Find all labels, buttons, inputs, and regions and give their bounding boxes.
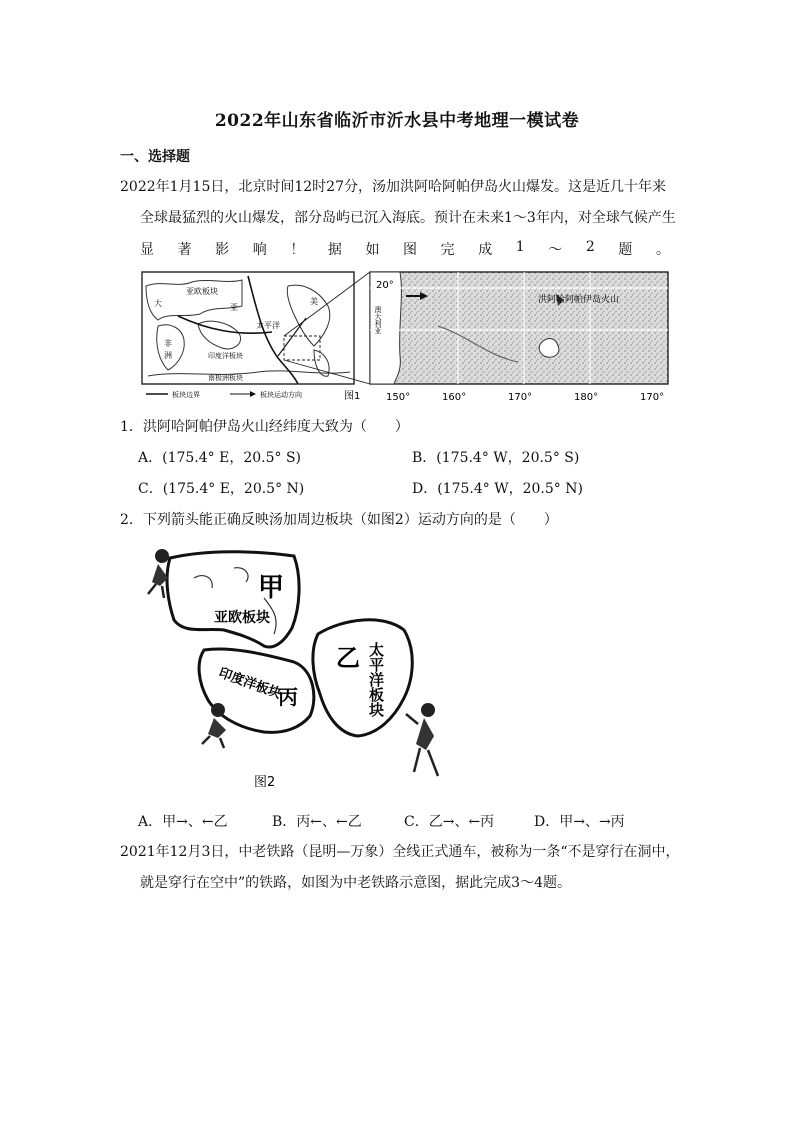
intro-char: 。 <box>655 242 670 258</box>
plate-jia-label: 甲 <box>258 573 285 603</box>
map-label: 洲 <box>164 351 172 360</box>
map-label: 大 <box>154 299 162 308</box>
map-label: 南极洲板块 <box>208 374 243 382</box>
world-plate-map <box>142 272 360 402</box>
intro-char: 影 <box>215 242 230 258</box>
lon-tick: 180° <box>574 392 599 403</box>
intro-char: 响 <box>252 242 267 258</box>
intro-char: ～ <box>548 242 563 258</box>
intro-char: 图 <box>403 242 418 258</box>
question-2-option-a[interactable]: A．甲→、←乙 <box>138 814 228 830</box>
intro-char: 如 <box>365 242 380 258</box>
intro-char: 成 <box>478 242 493 258</box>
map-label: 亚 <box>230 303 238 312</box>
lon-tick: 160° <box>442 392 467 403</box>
eurasian-plate-label: 亚欧板块 <box>214 610 270 626</box>
question-2-option-b[interactable]: B．丙←、←乙 <box>272 814 362 830</box>
figure-1-caption: 图1 <box>344 391 361 402</box>
question-2-stem: 2．下列箭头能正确反映汤加周边板块（如图2）运动方向的是（ ） <box>120 512 558 528</box>
intro-char: 著 <box>177 242 192 258</box>
question-2-option-d[interactable]: D．甲→、→丙 <box>534 814 625 830</box>
map-label: 亚欧板块 <box>186 287 218 296</box>
figure-2 <box>134 538 464 798</box>
latitude-label: 20° <box>376 280 394 291</box>
indian-plate-label: 印度洋板块 <box>216 665 283 702</box>
legend-boundary-label: 板块边界 <box>172 391 200 399</box>
intro-char: 显 <box>140 242 154 258</box>
map-label: 太平洋 <box>256 321 280 330</box>
legend-motion-label: 板块运动方向 <box>260 391 302 399</box>
map-label: 非 <box>164 339 172 348</box>
figure-1 <box>138 266 672 404</box>
intro-char: ！ <box>290 242 305 258</box>
figure-2-caption: 图2 <box>254 775 276 790</box>
lon-tick: 170° <box>640 392 665 403</box>
lon-tick: 170° <box>508 392 533 403</box>
intro-line-3 <box>140 239 670 259</box>
intro2-line-2: 就是穿行在空中”的铁路，如图为中老铁路示意图，据此完成3～4题。 <box>140 875 571 891</box>
page-title: 2022年山东省临沂市沂水县中考地理一模试卷 <box>214 111 580 131</box>
intro-char: 题 <box>618 242 633 258</box>
map-label: 印度洋板块 <box>208 352 243 360</box>
plate-yi-label: 乙 <box>336 644 360 672</box>
question-1-option-c[interactable]: C．(175.4° E，20.5° N) <box>138 481 305 497</box>
question-1-option-b[interactable]: B．(175.4° W，20.5° S) <box>412 450 580 466</box>
lon-tick: 150° <box>386 392 411 403</box>
pacific-plate-shape <box>313 620 412 736</box>
intro2-line-1: 2021年12月3日，中老铁路（昆明—万象）全线正式通车，被称为一条“不是穿行在洞中， <box>120 844 680 860</box>
person-icon <box>202 703 226 748</box>
map-label: 美 <box>310 297 318 306</box>
question-1-option-d[interactable]: D．(175.4° W，20.5° N) <box>412 481 583 497</box>
plate-bing-label: 丙 <box>278 685 298 709</box>
tonga-region-map <box>370 272 668 403</box>
question-2-option-c[interactable]: C．乙→、←丙 <box>404 814 495 830</box>
intro-char: 据 <box>327 242 342 258</box>
intro-line-2: 全球最猛烈的火山爆发，部分岛屿已沉入海底。预计在未来1～3年内，对全球气候产生 <box>140 210 676 226</box>
person-icon <box>406 703 438 776</box>
arrow-icon <box>250 391 256 397</box>
intro-line-1: 2022年1月15日，北京时间12时27分，汤加洪阿哈阿帕伊岛火山爆发。这是近几十年来 <box>120 179 666 195</box>
question-1-option-a[interactable]: A．(175.4° E，20.5° S) <box>138 450 301 466</box>
intro-char: 1 <box>515 239 525 255</box>
question-1-stem: 1．洪阿哈阿帕伊岛火山经纬度大致为（ ） <box>120 419 409 435</box>
volcano-label: 洪阿哈阿帕伊岛火山 <box>538 295 620 305</box>
section-heading: 一、选择题 <box>120 149 190 165</box>
intro-char: 2 <box>585 239 595 255</box>
australia-label: 澳大利亚 <box>374 306 382 334</box>
pacific-plate-label: 太平洋板块 <box>367 642 385 717</box>
intro-char: 完 <box>440 242 455 258</box>
